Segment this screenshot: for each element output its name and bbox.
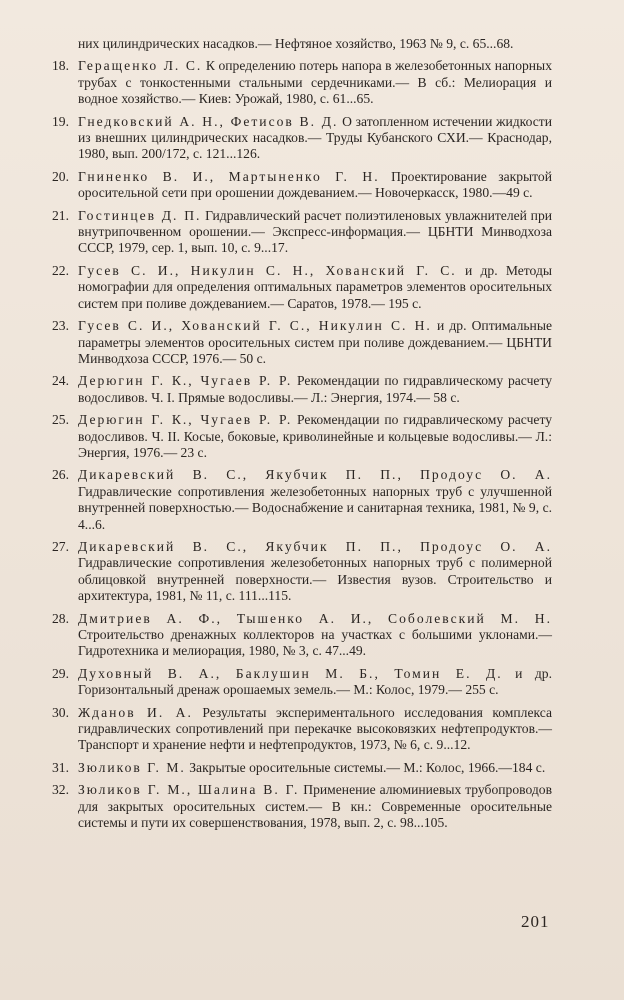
reference-author: Гниненко В. И., Мартыненко Г. Н. xyxy=(78,168,380,184)
reference-number: 29. xyxy=(52,665,69,681)
reference-entry-19 xyxy=(52,114,552,163)
reference-author: Дерюгин Г. К., Чугаев Р. Р. xyxy=(78,373,293,389)
reference-entry-32 xyxy=(52,782,552,831)
reference-text: Проектирование закрытой оросительной сети при орошении дождеванием.— Новочеркасск, 1980.—49 с. xyxy=(78,168,552,201)
reference-author: Жданов И. А. xyxy=(78,704,193,720)
reference-entry-22 xyxy=(52,263,552,312)
page-number: 201 xyxy=(521,912,550,931)
reference-text: и др. Методы номографии для определения оптимальных параметров элементов оросительных систем при поливе дождеванием.— Саратов, 1978.— 195 с. xyxy=(78,262,553,311)
reference-text: Результаты экспериментального исследования комплекса гидравлических сопротивлений при перекачке высоковязких нефтепродуктов.— Транспорт и хранение нефти и нефтепродуктов, 1973, № 6, с. 9...12. xyxy=(78,704,552,753)
reference-text: О затопленном истечении жидкости из внешних цилиндрических насадков.— Труды Кубанского СХИ.— Краснодар, 1980, вып. 200/172, с. 121...126. xyxy=(78,113,552,162)
reference-number: 24. xyxy=(52,373,69,389)
reference-author: Духовный В. А., Баклушин М. Б., Томин Е. Д. xyxy=(78,665,503,681)
reference-entry-27 xyxy=(52,539,552,605)
reference-text: них цилиндрических насадков.— Нефтяное хозяйство, 1963 № 9, с. 65...68. xyxy=(78,36,514,51)
reference-entry-18 xyxy=(52,58,552,107)
reference-author: Гостинцев Д. П. xyxy=(78,207,202,223)
reference-continuation xyxy=(52,36,552,52)
reference-text: и др. Горизонтальный дренаж орошаемых земель.— М.: Колос, 1979.— 255 с. xyxy=(78,665,552,698)
reference-number: 21. xyxy=(52,207,69,223)
reference-author: Дмитриев А. Ф., Тышенко А. И., Соболевский М. Н. xyxy=(78,610,552,626)
reference-author: Дикаревский В. С., Якубчик П. П., Продоус О. А. xyxy=(78,538,552,554)
reference-entry-21 xyxy=(52,208,552,257)
reference-text: Гидравлический расчет полиэтиленовых увлажнителей при внутрипочвенном орошении.— Экспресс-информация.— ЦБНТИ Минводхоза СССР, 1979, сер. 1, вып. 10, с. 9...17. xyxy=(78,207,553,256)
reference-author: Гнедковский А. Н., Фетисов В. Д. xyxy=(78,113,339,129)
reference-entry-23 xyxy=(52,318,552,367)
reference-entry-24 xyxy=(52,373,552,406)
reference-number: 23. xyxy=(52,318,69,334)
reference-author: Зюликов Г. М. xyxy=(78,759,186,775)
reference-text: Рекомендации по гидравлическому расчету водосливов. Ч. I. Прямые водосливы.— Л.: Энергия, 1974.— 58 с. xyxy=(78,373,552,405)
reference-text: и др. Оптимальные параметры элементов оросительных систем при поливе дождеванием.— ЦБНТИ Минводхоза СССР, 1976.— 50 с. xyxy=(78,318,552,366)
reference-number: 19. xyxy=(52,113,69,129)
reference-author: Дикаревский В. С., Якубчик П. П., Продоус О. А. xyxy=(78,467,552,483)
reference-number: 22. xyxy=(52,262,69,278)
reference-number: 28. xyxy=(52,610,69,626)
reference-entry-30 xyxy=(52,705,552,754)
reference-number: 25. xyxy=(52,412,69,428)
reference-author: Дерюгин Г. К., Чугаев Р. Р. xyxy=(78,412,293,428)
reference-author: Гусев С. И., Хованский Г. С., Никулин С. Н. xyxy=(78,318,432,334)
reference-author: Гусев С. И., Никулин С. Н., Хованский Г. С. xyxy=(78,262,457,278)
reference-text: Строительство дренажных коллекторов на участках с большими уклонами.— Гидротехника и мелиорация, 1980, № 3, с. 47...49. xyxy=(78,627,552,659)
reference-text: Гидравлические сопротивления железобетонных напорных труб с улучшенной внутренней поверхностью.— Водоснабжение и санитарная техника, 1981, № 9, с. 4...6. xyxy=(78,483,552,532)
reference-entry-25 xyxy=(52,412,552,461)
reference-text: Закрытые оросительные системы.— М.: Колос, 1966.—184 с. xyxy=(189,759,546,775)
reference-entry-20 xyxy=(52,169,552,202)
reference-entry-26 xyxy=(52,467,552,533)
reference-author: Зюликов Г. М., Шалина В. Г. xyxy=(78,782,300,798)
reference-number: 31. xyxy=(52,759,69,775)
reference-text: Рекомендации по гидравлическому расчету водосливов. Ч. II. Косые, боковые, криволинейные и кольцевые водосливы.— Л.: Энергия, 1976.— 23 с. xyxy=(78,412,552,460)
reference-number: 18. xyxy=(52,58,69,74)
reference-author: Геращенко Л. С. xyxy=(78,58,203,74)
reference-text: Гидравлические сопротивления железобетонных напорных труб с полимерной облицовкой внутренней поверхности.— Известия вузов. Строительство и архитектура, 1981, № 11, с. 111...115. xyxy=(78,555,552,604)
reference-entry-28 xyxy=(52,611,552,660)
reference-text: Применение алюминиевых трубопроводов для закрытых оросительных систем.— В кн.: Современные оросительные системы и пути их совершенствования, 1978, вып. 2, с. 98...105. xyxy=(78,782,552,831)
reference-number: 30. xyxy=(52,704,69,720)
reference-number: 20. xyxy=(52,168,69,184)
reference-number: 27. xyxy=(52,538,69,554)
reference-number: 26. xyxy=(52,467,69,483)
reference-entry-29 xyxy=(52,666,552,699)
reference-list xyxy=(52,36,552,837)
reference-entry-31 xyxy=(52,760,552,776)
reference-number: 32. xyxy=(52,782,69,798)
reference-text: К определению потерь напора в железобетонных напорных трубах с тонкостенными стальными сердечниками.— В сб.: Мелиорация и водное хозяйство.— Киев: Урожай, 1980, с. 61...65. xyxy=(78,58,552,107)
